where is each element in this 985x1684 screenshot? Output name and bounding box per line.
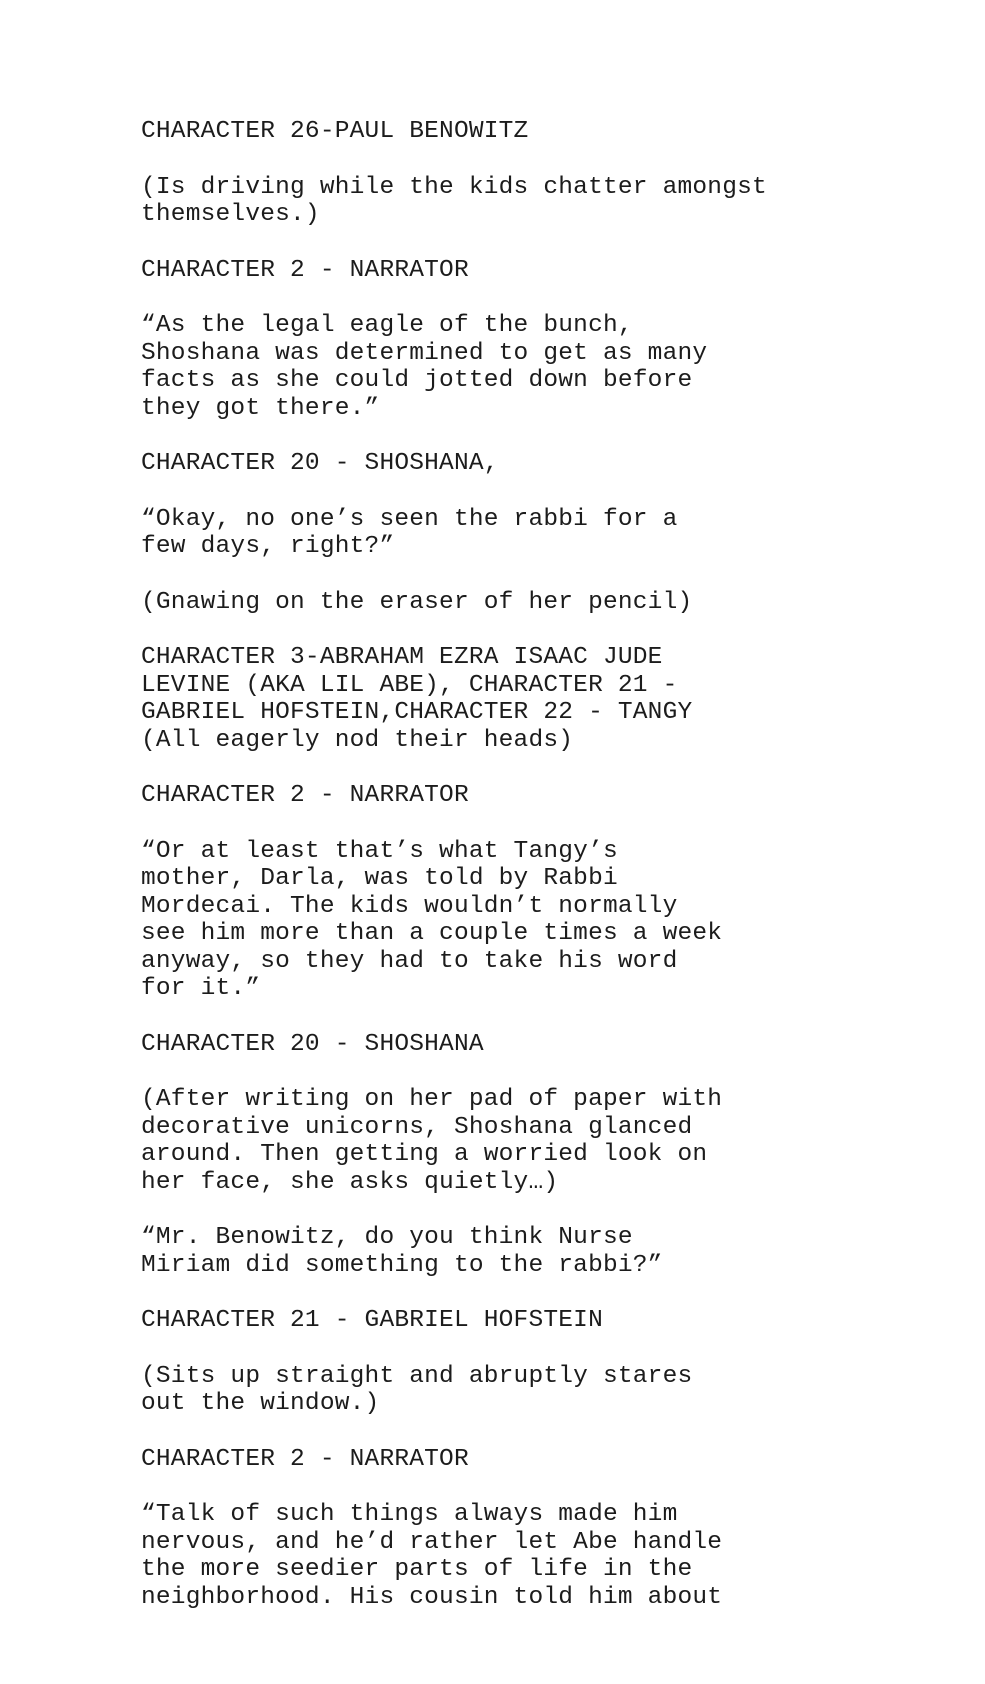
speaker-line: CHARACTER 2 - NARRATOR bbox=[141, 782, 469, 809]
stage-direction: (Sits up straight and abruptly stares out the window.) bbox=[141, 1362, 693, 1417]
dialogue-line: “As the legal eagle of the bunch, Shoshana was determined to get as many facts as she could jotted down before they got there.” bbox=[141, 312, 708, 422]
stage-direction: (After writing on her pad of paper with decorative unicorns, Shoshana glanced around. Then getting a worried look on her face, she asks quietly…) bbox=[141, 1086, 723, 1196]
speaker-line: CHARACTER 26-PAUL BENOWITZ bbox=[141, 118, 529, 145]
script-body bbox=[141, 118, 941, 1611]
stage-direction: (Is driving while the kids chatter amongst themselves.) bbox=[141, 173, 767, 228]
speaker-line: CHARACTER 2 - NARRATOR bbox=[141, 1445, 469, 1473]
dialogue-line: “Mr. Benowitz, do you think Nurse Miriam did something to the rabbi?” bbox=[141, 1224, 663, 1279]
stage-direction: (Gnawing on the eraser of her pencil) bbox=[141, 588, 693, 616]
speaker-line: CHARACTER 20 - SHOSHANA bbox=[141, 1030, 484, 1058]
dialogue-line: “Or at least that’s what Tangy’s mother, Darla, was told by Rabbi Mordecai. The kids wouldn’t normally see him more than a couple times a week anyway, so they had to take his word for it.” bbox=[141, 837, 723, 1002]
speaker-line: CHARACTER 21 - GABRIEL HOFSTEIN bbox=[141, 1307, 603, 1334]
dialogue-line: “Talk of such things always made him nervous, and he’d rather let Abe handle the more seedier parts of life in the neighborhood. His cousin told him about bbox=[141, 1501, 723, 1611]
dialogue-line: “Okay, no one’s seen the rabbi for a few days, right?” bbox=[141, 505, 678, 560]
speaker-line: CHARACTER 2 - NARRATOR bbox=[141, 256, 469, 284]
speaker-line: CHARACTER 3-ABRAHAM EZRA ISAAC JUDE LEVINE (AKA LIL ABE), CHARACTER 21 - GABRIEL HOFSTEIN,CHARACTER 22 - TANGY (All eagerly nod their heads) bbox=[141, 644, 693, 754]
speaker-line: CHARACTER 20 - SHOSHANA, bbox=[141, 450, 499, 477]
